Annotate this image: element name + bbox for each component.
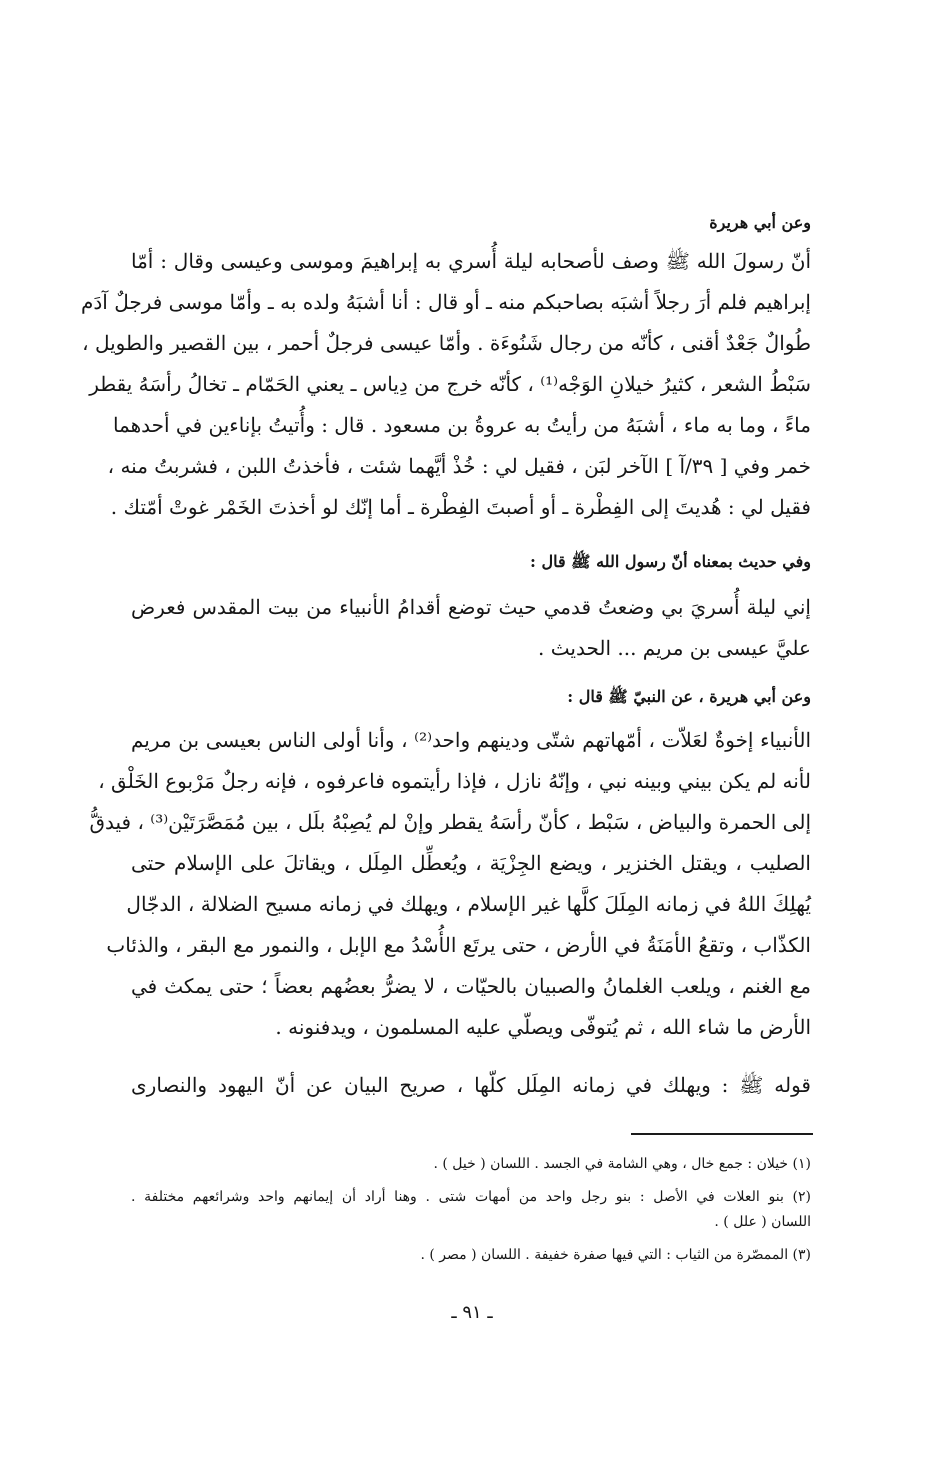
section-3-line-6: الكذّاب ، وتقعُ الأمَنَةُ في الأرض ، حتى يرتَع الأُسْدُ مع الإبل ، والنمور مع البقر ، والذئاب: [106, 933, 811, 957]
footnote-2: (٢) بنو العلات في الأصل : بنو رجل واحد من أمهات شتى . وهنا أراد أن إيمانهم واحد وشرائعهم مختلفة .: [131, 1189, 811, 1205]
section-1-line-1: أنّ رسولَ الله ﷺ وصف لأصحابه ليلة أُسري به إبراهيمَ وموسى وعيسى وقال : أمّا: [131, 249, 811, 273]
section-3-line-3: إلى الحمرة والبياض ، سَبْط ، كأنّ رأسَهُ يقطر وإنْ لم يُصِبْهُ بلَل ، بين مُمَصَّرَتَيْن⁽³⁾ ، فيدقُّ: [89, 810, 811, 834]
section-3-line-1: الأنبياء إخوةٌ لعَلاّت ، أمّهاتهم شتّى ودينهم واحد⁽²⁾ ، وأنا أولى الناس بعيسى بن مريم: [131, 728, 812, 752]
section-2-heading: وفي حديث بمعناه أنّ رسول الله ﷺ قال :: [529, 552, 811, 571]
section-1-line-2: إبراهيم فلم أرَ رجلاً أشبَه بصاحبكم منه ـ أو قال : أنا أشبَهُ ولده به ـ وأمّا موسى فرجلٌ آدَم: [81, 290, 811, 314]
section-3-heading: وعن أبي هريرة ، عن النبيّ ﷺ قال :: [567, 687, 811, 706]
section-1-heading: وعن أبي هريرة: [709, 213, 811, 232]
section-3-line-7: مع الغنم ، ويلعب الغلمانُ والصبيان بالحيّات ، لا يضرُّ بعضُهم بعضاً ؛ حتى يمكث في: [131, 974, 811, 998]
footnote-2-continuation: اللسان ( علل ) .: [714, 1214, 811, 1230]
section-1-line-3: طُوالٌ جَعْدٌ أقنى ، كأنّه من رجال شَنُوءَة . وأمّا عيسى فرجلٌ أحمر ، بين القصير والطويل ،: [82, 331, 811, 355]
footnote-1: (١) خيلان : جمع خال ، وهي الشامة في الجسد . اللسان ( خيل ) .: [433, 1156, 811, 1172]
section-3-line-4: الصليب ، ويقتل الخنزير ، ويضع الجِزْيَة ، ويُعطِّل المِلَل ، ويقاتلَ على الإسلام حتى: [131, 851, 811, 875]
section-2-line-1: إني ليلة أُسريَ بي وضعتُ قدمي حيث توضع أقدامُ الأنبياء من بيت المقدس فعرض: [131, 595, 811, 619]
section-1-line-6: خمر وفي [ ٣٩/آ ] الآخر لبَن ، فقيل لي : خُذْ أيَّهما شئت ، فأخذتُ اللبن ، فشربتُ منه ،: [107, 454, 811, 478]
section-2-line-2: عليَّ عيسى بن مريم ... الحديث .: [538, 636, 811, 660]
section-1-line-5: ماءً ، وما به ماء ، أشبَهُ من رأيتُ به عروةُ بن مسعود . قال : وأُتيتُ بإناءين في أحدهما: [112, 413, 811, 437]
footnote-separator: [631, 1133, 813, 1135]
footnote-3: (٣) الممصّرة من الثياب : التي فيها صفرة خفيفة . اللسان ( مصر ) .: [420, 1247, 811, 1263]
section-3-line-5: يُهلِكَ اللهُ في زمانه المِلَلَ كلَّها غير الإسلام ، ويهلك في زمانه مسيح الضلالة ، الدجّال: [126, 892, 811, 916]
section-1-line-4: سَبْطُ الشعر ، كثيرُ خيلانِ الوَجْه⁽¹⁾ ، كأنّه خرج من دِياس ـ يعني الحَمّام ـ تخالُ رأسَهُ يقطر: [89, 372, 811, 396]
page-number: ـ ٩١ ـ: [451, 1302, 493, 1323]
section-3-line-8: الأرض ما شاء الله ، ثم يُتوفّى ويصلّي عليه المسلمون ، ويدفنونه .: [275, 1015, 811, 1039]
section-3-line-2: لأنه لم يكن بيني وبينه نبي ، وإنّهُ نازل ، فإذا رأيتموه فاعرفوه ، فإنه رجلٌ مَرْبوع الخَلْق ،: [98, 769, 811, 793]
section-1-line-7: فقيل لي : هُديتَ إلى الفِطْرة ـ أو أصبتَ الفِطْرة ـ أما إنّك لو أخذتَ الخَمْر غوتْ أمّتك .: [110, 495, 811, 519]
section-4-line-1: قوله ﷺ : ويهلك في زمانه المِلَل كلّها ، صريح البيان عن أنّ اليهود والنصارى: [131, 1073, 811, 1097]
